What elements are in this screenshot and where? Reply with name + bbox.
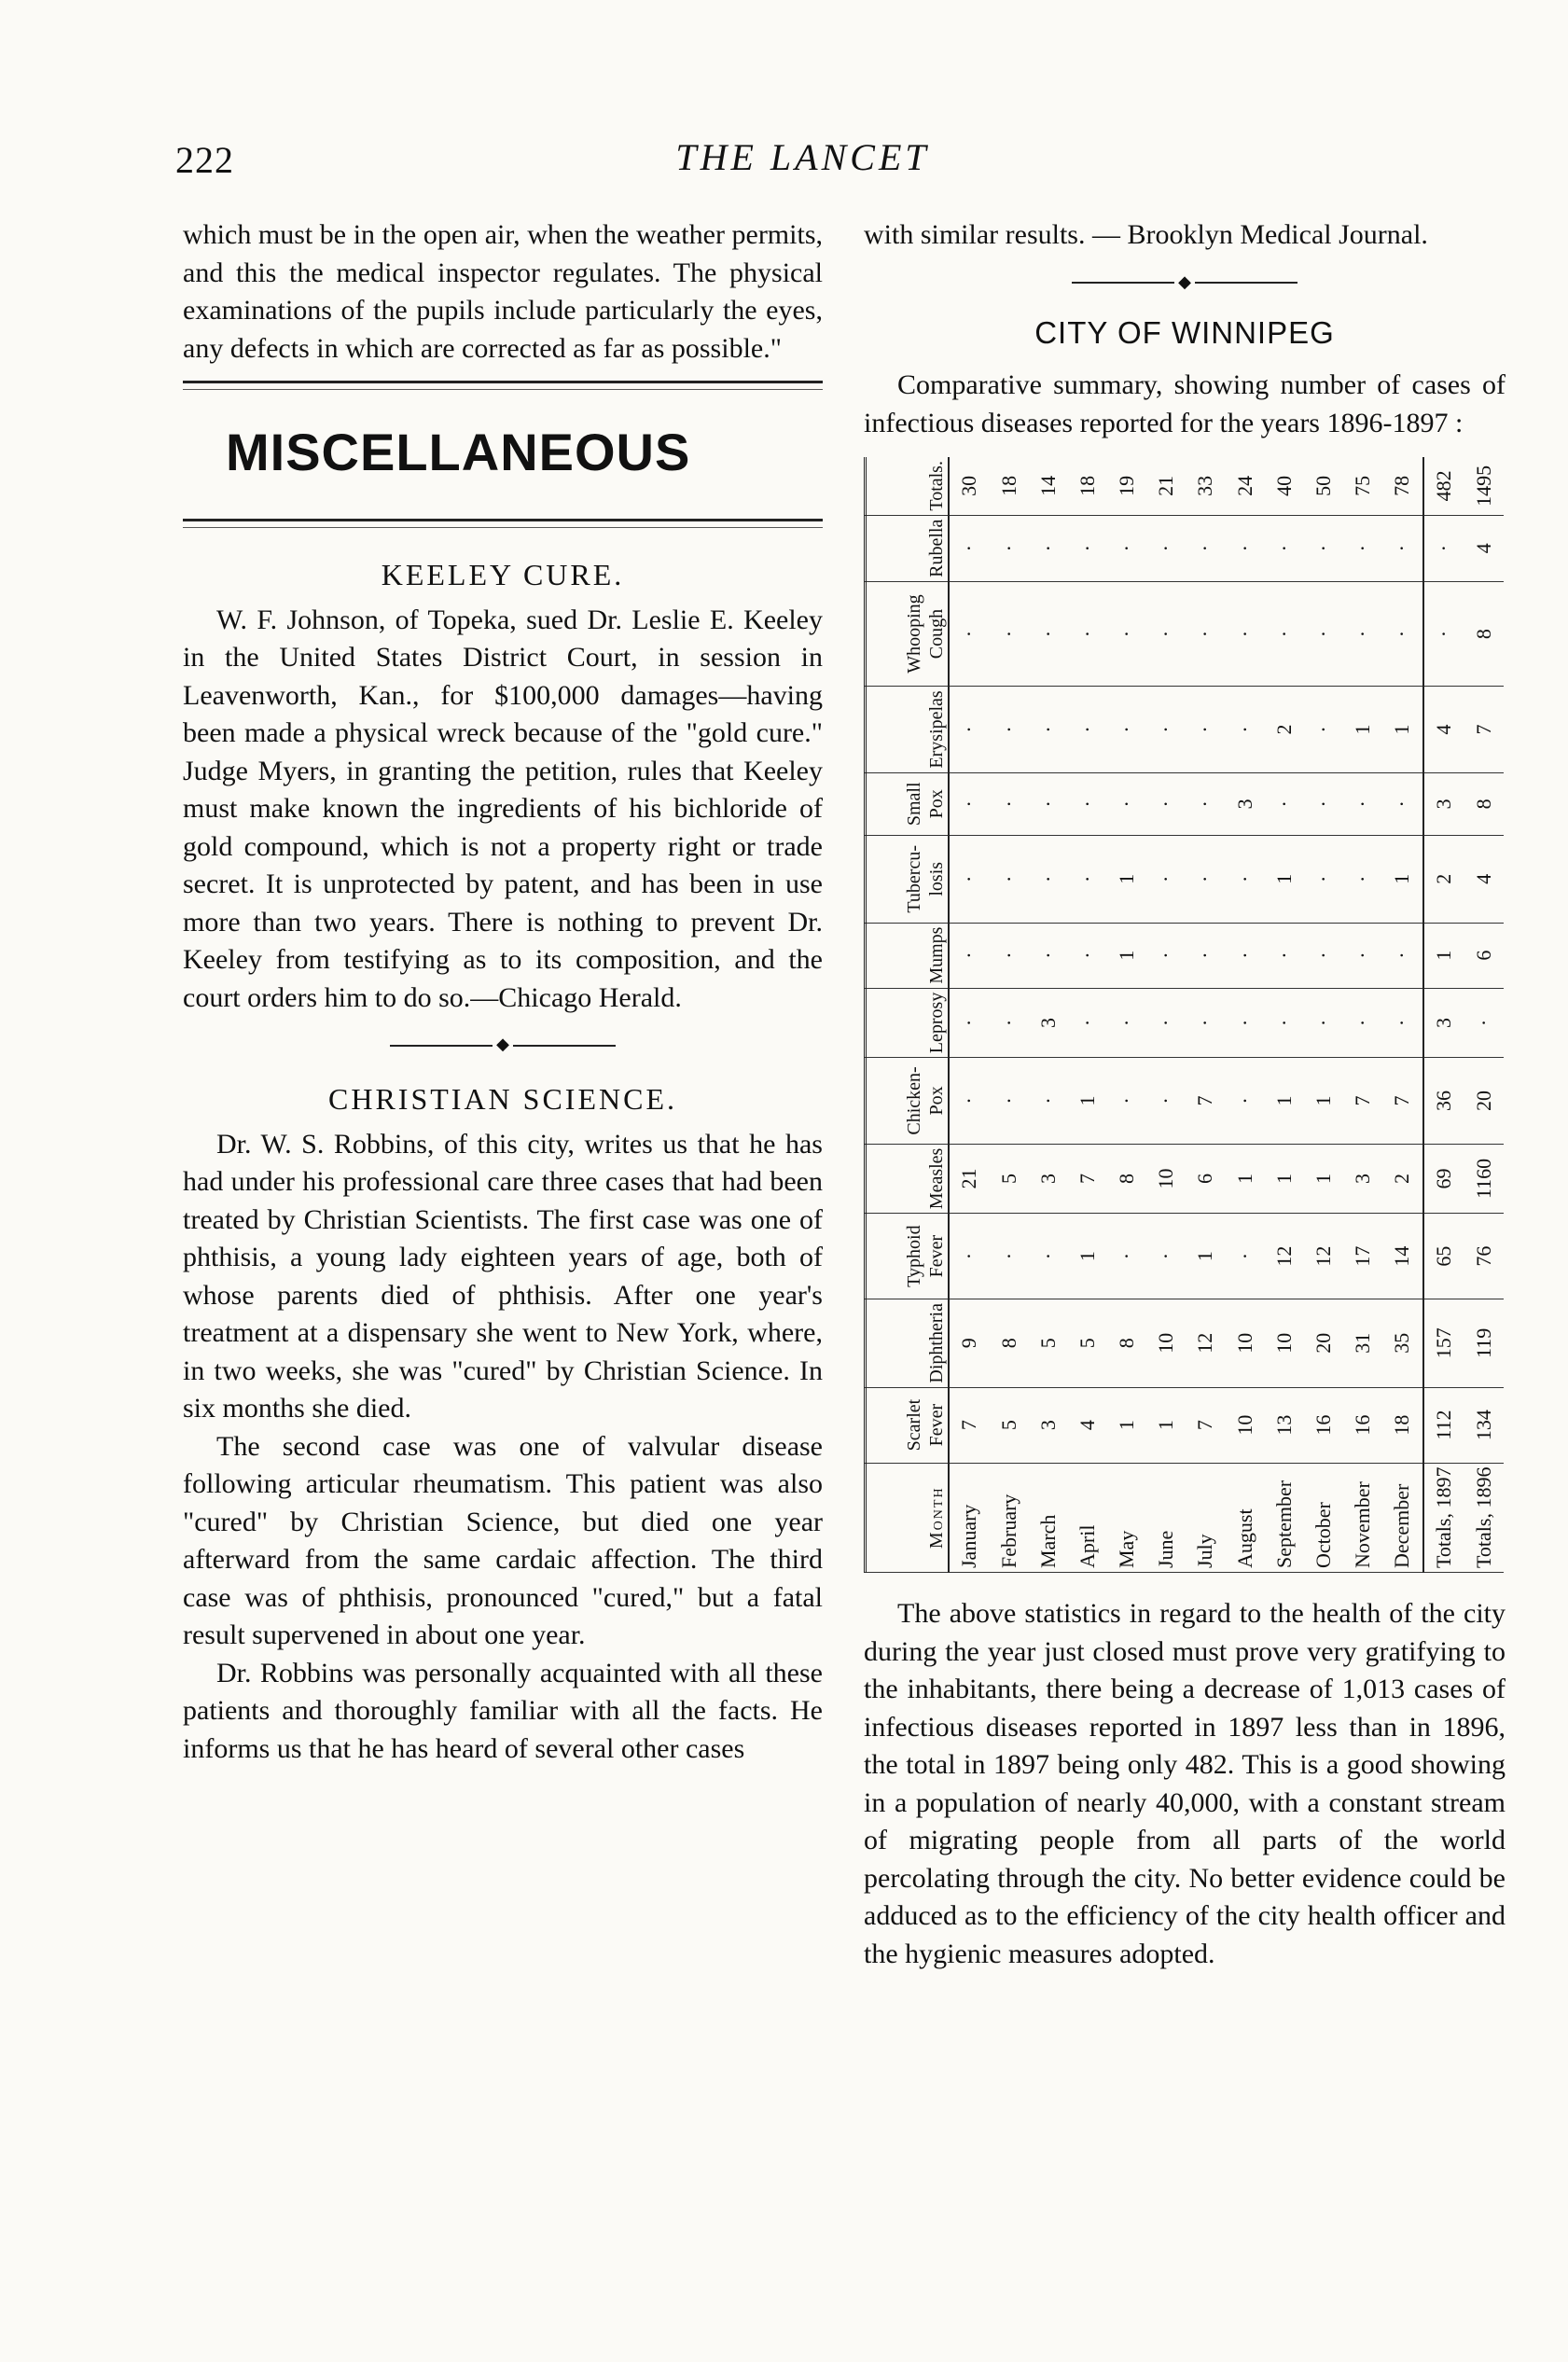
table-cell: · xyxy=(1304,988,1343,1058)
intro-paragraph: which must be in the open air, when the weather permits, and this the medical inspector regulates. The physical examinations of the pupils include particularly the eyes, any defects in which are corrected as far as possible." xyxy=(183,219,823,364)
table-cell: 5 xyxy=(1068,1299,1107,1388)
table-cell: · xyxy=(1146,581,1186,686)
row-label: August xyxy=(1226,1463,1265,1572)
row-label: January xyxy=(949,1463,990,1572)
divider xyxy=(183,527,823,528)
table-cell: 17 xyxy=(1343,1214,1382,1299)
totals-row xyxy=(1464,457,1504,1573)
table-cell: · xyxy=(949,772,990,835)
running-head: THE LANCET xyxy=(675,136,930,178)
table-cell: 21 xyxy=(949,1144,990,1214)
table-cell: · xyxy=(1029,836,1068,924)
table-cell: · xyxy=(1226,515,1265,581)
table-cell: 14 xyxy=(1029,457,1068,515)
table-cell: 3 xyxy=(1226,772,1265,835)
table-cell: · xyxy=(1146,923,1186,988)
table-cell: · xyxy=(1107,1058,1146,1144)
table-cell: 1 xyxy=(1265,1058,1304,1144)
table-cell: 1 xyxy=(1382,836,1423,924)
table-cell: 7 xyxy=(949,1387,990,1463)
table-cell: 7 xyxy=(1186,1387,1225,1463)
table-cell: · xyxy=(1068,687,1107,772)
table-cell: · xyxy=(1226,1214,1265,1299)
table-cell: 50 xyxy=(1304,457,1343,515)
column-header: Erysipelas xyxy=(864,687,949,772)
table-cell: · xyxy=(1068,923,1107,988)
table-cell: 3 xyxy=(1029,988,1068,1058)
table-cell: · xyxy=(1304,515,1343,581)
table-cell: 4 xyxy=(1068,1387,1107,1463)
table-cell: 3 xyxy=(1423,988,1464,1058)
table-row xyxy=(1382,457,1423,1573)
table-cell: · xyxy=(1107,515,1146,581)
table-cell: · xyxy=(1146,1214,1186,1299)
table-cell: 20 xyxy=(1464,1058,1504,1144)
totals-row xyxy=(1423,457,1464,1573)
table-cell: · xyxy=(990,687,1029,772)
table-cell: 1 xyxy=(1265,836,1304,924)
table-cell: 6 xyxy=(1186,1144,1225,1214)
table-cell: 8 xyxy=(1107,1144,1146,1214)
table-cell: · xyxy=(990,1058,1029,1144)
table-cell: · xyxy=(1382,988,1423,1058)
table-cell: · xyxy=(1423,581,1464,686)
table-cell: · xyxy=(1226,988,1265,1058)
column-header: Scarlet Fever xyxy=(864,1387,949,1463)
table-cell: · xyxy=(1068,836,1107,924)
table-cell: · xyxy=(1029,923,1068,988)
table-cell: 33 xyxy=(1186,457,1225,515)
right-column xyxy=(864,216,1506,1973)
divider xyxy=(183,389,823,390)
keeley-body: W. F. Johnson, of Topeka, sued Dr. Leslie E. Keeley in the United States District Court, in session in Leavenworth, Kan., for $100,000 damages—having been made a physical wreck because of the "gold cure." Judge Myers, in granting the petition, rules that Keeley must make known the ingredients of his bichloride of gold compound, which is not a property right or trade secret. It is unprotected by patent, and has been in use more than two years. There is nothing to prevent Dr. Keeley from testifying as to its composition, and the court orders him to do so.—Chicago Herald. xyxy=(183,604,823,1013)
row-label: Totals, 1897 xyxy=(1423,1463,1464,1572)
ornament-rule: ◆ xyxy=(864,273,1506,290)
table-row xyxy=(1146,457,1186,1573)
table-cell: · xyxy=(1186,772,1225,835)
table-cell: 4 xyxy=(1423,687,1464,772)
table-cell: 5 xyxy=(1029,1299,1068,1388)
table-cell: 12 xyxy=(1265,1214,1304,1299)
table-cell: 76 xyxy=(1464,1214,1504,1299)
table-cell: · xyxy=(1029,515,1068,581)
table-row xyxy=(1343,457,1382,1573)
row-label: February xyxy=(990,1463,1029,1572)
table-cell: · xyxy=(1068,515,1107,581)
table-cell: · xyxy=(1107,581,1146,686)
christian-science-p2: The second case was one of valvular disease following articular rheumatism. This patient was also "cured" by Christian Science, but died one year afterward from the same cardaic affection. The third case was of phthisis, pronounced "cured," but a fatal result supervened in about one year. xyxy=(183,1430,823,1650)
table-cell: · xyxy=(990,923,1029,988)
summary-intro: Comparative summary, showing number of cases of infectious diseases reported for the years 1896-1897 : xyxy=(864,369,1506,438)
table-cell: · xyxy=(1304,836,1343,924)
left-column xyxy=(183,216,823,1768)
page-number: 222 xyxy=(175,139,234,181)
table-cell: · xyxy=(1304,923,1343,988)
table-cell: · xyxy=(1146,687,1186,772)
table-cell: 35 xyxy=(1382,1299,1423,1388)
table-row xyxy=(1226,457,1265,1573)
table-cell: 1 xyxy=(1107,923,1146,988)
column-header: Chicken-Pox xyxy=(864,1058,949,1144)
table-cell: · xyxy=(1265,772,1304,835)
table-cell: · xyxy=(1423,515,1464,581)
keeley-title: KEELEY CURE. xyxy=(381,558,625,591)
table-cell: · xyxy=(1343,772,1382,835)
row-label: November xyxy=(1343,1463,1382,1572)
table-cell: 75 xyxy=(1343,457,1382,515)
table-cell: 3 xyxy=(1029,1144,1068,1214)
column-header: Rubella xyxy=(864,515,949,581)
table-cell: 1495 xyxy=(1464,457,1504,515)
table-header-row xyxy=(864,457,949,1573)
table-cell: 10 xyxy=(1265,1299,1304,1388)
table-cell: 18 xyxy=(990,457,1029,515)
table-cell: 7 xyxy=(1464,687,1504,772)
row-label: September xyxy=(1265,1463,1304,1572)
table-cell: 12 xyxy=(1304,1214,1343,1299)
table-cell: 10 xyxy=(1226,1387,1265,1463)
table-cell: 30 xyxy=(949,457,990,515)
table-cell: · xyxy=(1304,687,1343,772)
table-cell: · xyxy=(1029,1058,1068,1144)
disease-table xyxy=(864,457,1504,1573)
table-cell: 69 xyxy=(1423,1144,1464,1214)
table-cell: 10 xyxy=(1226,1299,1265,1388)
table-cell: · xyxy=(1343,988,1382,1058)
table-cell: 12 xyxy=(1186,1299,1225,1388)
table-cell: · xyxy=(1343,923,1382,988)
table-cell: 13 xyxy=(1265,1387,1304,1463)
table-row xyxy=(1107,457,1146,1573)
table-cell: 2 xyxy=(1265,687,1304,772)
table-cell: 18 xyxy=(1382,1387,1423,1463)
table-cell: · xyxy=(1107,772,1146,835)
table-cell: 20 xyxy=(1304,1299,1343,1388)
table-cell: 7 xyxy=(1068,1144,1107,1214)
table-cell: · xyxy=(990,515,1029,581)
table-cell: 7 xyxy=(1343,1058,1382,1144)
table-cell: · xyxy=(1186,988,1225,1058)
table-cell: 31 xyxy=(1343,1299,1382,1388)
table-cell: 36 xyxy=(1423,1058,1464,1144)
table-cell: 1 xyxy=(1265,1144,1304,1214)
table-cell: 3 xyxy=(1029,1387,1068,1463)
table-cell: · xyxy=(1382,772,1423,835)
table-cell: · xyxy=(949,988,990,1058)
christian-science-title: CHRISTIAN SCIENCE. xyxy=(327,1082,677,1116)
table-cell: 8 xyxy=(1107,1299,1146,1388)
table-row xyxy=(990,457,1029,1573)
table-cell: · xyxy=(1068,988,1107,1058)
table-cell: · xyxy=(990,988,1029,1058)
table-cell: 5 xyxy=(990,1387,1029,1463)
table-cell: 9 xyxy=(949,1299,990,1388)
row-label: April xyxy=(1068,1463,1107,1572)
table-cell: · xyxy=(1029,772,1068,835)
table-cell: 4 xyxy=(1464,836,1504,924)
table-cell: 482 xyxy=(1423,457,1464,515)
table-cell: 6 xyxy=(1464,923,1504,988)
table-cell: 2 xyxy=(1382,1144,1423,1214)
table-cell: · xyxy=(1382,581,1423,686)
closing-paragraph: The above statistics in regard to the health of the city during the year just closed must prove very gratifying to the inhabitants, there being a decrease of 1,013 cases of infectious diseases reported in 1897 less than in 1896, the total in 1897 being only 482. This is a good showing in a population of nearly 40,000, with a constant stream of migrating people from all parts of the world percolating through the city. No better evidence could be adduced as to the efficiency of the city health officer and the hygienic measures adopted. xyxy=(864,1598,1506,1969)
table-cell: · xyxy=(1068,772,1107,835)
table-cell: · xyxy=(1186,923,1225,988)
divider xyxy=(183,381,823,383)
column-header: Leprosy xyxy=(864,988,949,1058)
table-cell: 1 xyxy=(1107,836,1146,924)
table-cell: 2 xyxy=(1423,836,1464,924)
table-cell: 1 xyxy=(1304,1058,1343,1144)
table-cell: · xyxy=(949,923,990,988)
table-cell: 18 xyxy=(1068,457,1107,515)
table-cell: 8 xyxy=(1464,772,1504,835)
table-cell: · xyxy=(1265,515,1304,581)
table-row xyxy=(1068,457,1107,1573)
christian-science-p1: Dr. W. S. Robbins, of this city, writes us that he has had under his professional care three cases that had been treated by Christian Scientists. The first case was one of phthisis, a young lady eighteen years of age, both of whose parents died of phthisis. After one year's treatment at a dispensary she went to New York, where, in two weeks, she was "cured" by Christian Science. In six months she died. xyxy=(183,1128,823,1424)
column-header: Totals. xyxy=(864,457,949,515)
row-label: October xyxy=(1304,1463,1343,1572)
table-cell: 14 xyxy=(1382,1214,1423,1299)
table-row xyxy=(1029,457,1068,1573)
table-cell: · xyxy=(1464,988,1504,1058)
column-header: Diphtheria xyxy=(864,1299,949,1388)
table-cell: 21 xyxy=(1146,457,1186,515)
table-cell: · xyxy=(1343,581,1382,686)
table-cell: 119 xyxy=(1464,1299,1504,1388)
column-header: Typhoid Fever xyxy=(864,1214,949,1299)
table-cell: · xyxy=(1186,581,1225,686)
row-label: June xyxy=(1146,1463,1186,1572)
table-cell: · xyxy=(1107,988,1146,1058)
table-cell: 134 xyxy=(1464,1387,1504,1463)
table-cell: 1 xyxy=(1186,1214,1225,1299)
table-cell: 3 xyxy=(1423,772,1464,835)
table-cell: 24 xyxy=(1226,457,1265,515)
table-row xyxy=(949,457,990,1573)
table-cell: · xyxy=(1107,1214,1146,1299)
table-cell: 65 xyxy=(1423,1214,1464,1299)
table-cell: · xyxy=(949,836,990,924)
table-cell: · xyxy=(1146,1058,1186,1144)
table-cell: 19 xyxy=(1107,457,1146,515)
table-cell: · xyxy=(1265,581,1304,686)
table-cell: · xyxy=(949,687,990,772)
table-cell: 1 xyxy=(1304,1144,1343,1214)
table-cell: 1 xyxy=(1068,1214,1107,1299)
table-cell: 5 xyxy=(990,1144,1029,1214)
table-cell: · xyxy=(1186,687,1225,772)
column-header: Tubercu-losis xyxy=(864,836,949,924)
table-cell: 40 xyxy=(1265,457,1304,515)
table-cell: · xyxy=(949,515,990,581)
table-cell: 8 xyxy=(990,1299,1029,1388)
table-cell: · xyxy=(1226,581,1265,686)
table-cell: · xyxy=(1382,923,1423,988)
table-cell: 1160 xyxy=(1464,1144,1504,1214)
table-cell: 7 xyxy=(1186,1058,1225,1144)
table-cell: · xyxy=(1068,581,1107,686)
table-cell: 112 xyxy=(1423,1387,1464,1463)
table-cell: 1 xyxy=(1226,1144,1265,1214)
table-cell: · xyxy=(1186,836,1225,924)
table-row xyxy=(1265,457,1304,1573)
table-cell: · xyxy=(949,581,990,686)
table-cell: 7 xyxy=(1382,1058,1423,1144)
table-cell: · xyxy=(1146,836,1186,924)
ornament-rule: ◆ xyxy=(183,1035,823,1052)
table-cell: 1 xyxy=(1343,687,1382,772)
table-cell: 8 xyxy=(1464,581,1504,686)
city-title: CITY OF WINNIPEG xyxy=(1034,314,1335,350)
table-cell: · xyxy=(1029,1214,1068,1299)
continuation-text: with similar results. — Brooklyn Medical Journal. xyxy=(864,219,1428,250)
table-cell: · xyxy=(990,836,1029,924)
table-cell: · xyxy=(1304,581,1343,686)
table-cell: · xyxy=(1146,988,1186,1058)
column-header: Mumps xyxy=(864,923,949,988)
table-cell: · xyxy=(1343,836,1382,924)
table-cell: · xyxy=(1029,687,1068,772)
table-cell: · xyxy=(1226,1058,1265,1144)
row-label: Totals, 1896 xyxy=(1464,1463,1504,1572)
divider xyxy=(183,519,823,521)
row-label: July xyxy=(1186,1463,1225,1572)
table-cell: · xyxy=(990,1214,1029,1299)
table-row xyxy=(1304,457,1343,1573)
table-cell: 4 xyxy=(1464,515,1504,581)
table-cell: 1 xyxy=(1146,1387,1186,1463)
table-cell: 1 xyxy=(1107,1387,1146,1463)
table-cell: · xyxy=(949,1214,990,1299)
table-cell: · xyxy=(990,581,1029,686)
table-cell: · xyxy=(1304,772,1343,835)
table-cell: · xyxy=(1186,515,1225,581)
table-cell: · xyxy=(1226,923,1265,988)
row-label: March xyxy=(1029,1463,1068,1572)
table-cell: 16 xyxy=(1304,1387,1343,1463)
table-cell: · xyxy=(990,772,1029,835)
table-cell: · xyxy=(949,1058,990,1144)
table-cell: · xyxy=(1226,687,1265,772)
table-cell: · xyxy=(1146,515,1186,581)
statistics-table xyxy=(864,457,1504,1573)
table-cell: 78 xyxy=(1382,457,1423,515)
table-cell: · xyxy=(1107,687,1146,772)
column-header-month: Month xyxy=(864,1463,949,1572)
table-cell: · xyxy=(1146,772,1186,835)
table-cell: 10 xyxy=(1146,1299,1186,1388)
table-cell: 1 xyxy=(1423,923,1464,988)
column-header: Measles xyxy=(864,1144,949,1214)
table-cell: 1 xyxy=(1068,1058,1107,1144)
table-cell: 16 xyxy=(1343,1387,1382,1463)
row-label: May xyxy=(1107,1463,1146,1572)
table-row xyxy=(1186,457,1225,1573)
column-header: Whooping Cough xyxy=(864,581,949,686)
table-cell: 1 xyxy=(1382,687,1423,772)
christian-science-p3: Dr. Robbins was personally acquainted with all these patients and thoroughly familiar with all the facts. He informs us that he has heard of several other cases xyxy=(183,1657,823,1764)
table-cell: · xyxy=(1265,923,1304,988)
table-cell: · xyxy=(1343,515,1382,581)
table-cell: 3 xyxy=(1343,1144,1382,1214)
table-cell: · xyxy=(1265,988,1304,1058)
column-header: Small Pox xyxy=(864,772,949,835)
table-cell: · xyxy=(1226,836,1265,924)
row-label: December xyxy=(1382,1463,1423,1572)
table-cell: 157 xyxy=(1423,1299,1464,1388)
table-cell: · xyxy=(1382,515,1423,581)
section-title: MISCELLANEOUS xyxy=(226,423,691,481)
table-cell: 10 xyxy=(1146,1144,1186,1214)
table-cell: · xyxy=(1029,581,1068,686)
